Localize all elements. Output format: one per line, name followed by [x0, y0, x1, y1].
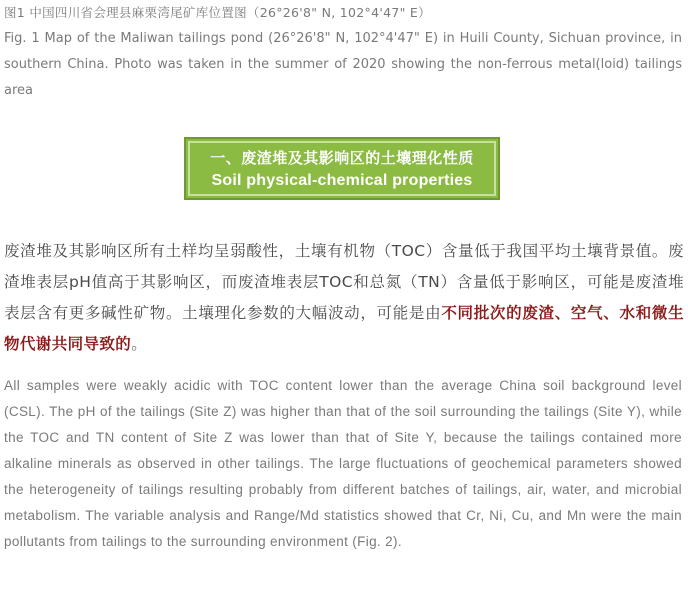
- chinese-paragraph-text: 废渣堆及其影响区所有土样均呈弱酸性，土壤有机物（TOC）含量低于我国平均土壤背景值。废渣堆表层pH值高于其影响区，而废渣堆表层TOC和总氮（TN）含量低于影响区，可能是废渣堆表层含有更多碱性矿物。土壤理化参数的大幅波动，可能是由: [4, 242, 684, 322]
- chinese-paragraph-end: 。: [131, 335, 148, 353]
- figure-caption-en: Fig. 1 Map of the Maliwan tailings pond (26°26'8" N, 102°4'47" E) in Huili County, Sichuan province, in southern China. Photo was taken in the summer of 2020 showing the non-ferrous metal(loid) tailings area: [4, 31, 682, 98]
- section-banner-box: [184, 137, 500, 200]
- section-title-en: Soil physical-chemical properties: [211, 171, 473, 189]
- section-banner: [184, 137, 500, 200]
- english-paragraph: All samples were weakly acidic with TOC content lower than the average China soil background level (CSL). The pH of the tailings (Site Z) was higher than that of the soil surrounding the tailings (Site Y), while the TOC and TN content of Site Z was lower than that of Site Y, because the tailings contained more alkaline minerals as observed in other tailings. The large fluctuations of geochemical parameters showed the heterogeneity of tailings resulting probably from different batches of tailings, air, water, and microbial metabolism. The variable analysis and Range/Md statistics showed that Cr, Ni, Cu, and Mn were the main pollutants from tailings to the surrounding environment (Fig. 2).: [4, 378, 682, 549]
- chinese-paragraph: [4, 236, 684, 360]
- chinese-paragraph-highlight: 不同批次的废渣、空气、水和微生物代谢共同导致的: [4, 304, 684, 353]
- figure-caption: [4, 0, 682, 104]
- figure-caption-cn: 图1 中国四川省会理县麻栗湾尾矿库位置图（26°26'8" N, 102°4'47" E）: [4, 5, 431, 20]
- section-title-cn: 一、废渣堆及其影响区的土壤理化性质: [210, 148, 474, 167]
